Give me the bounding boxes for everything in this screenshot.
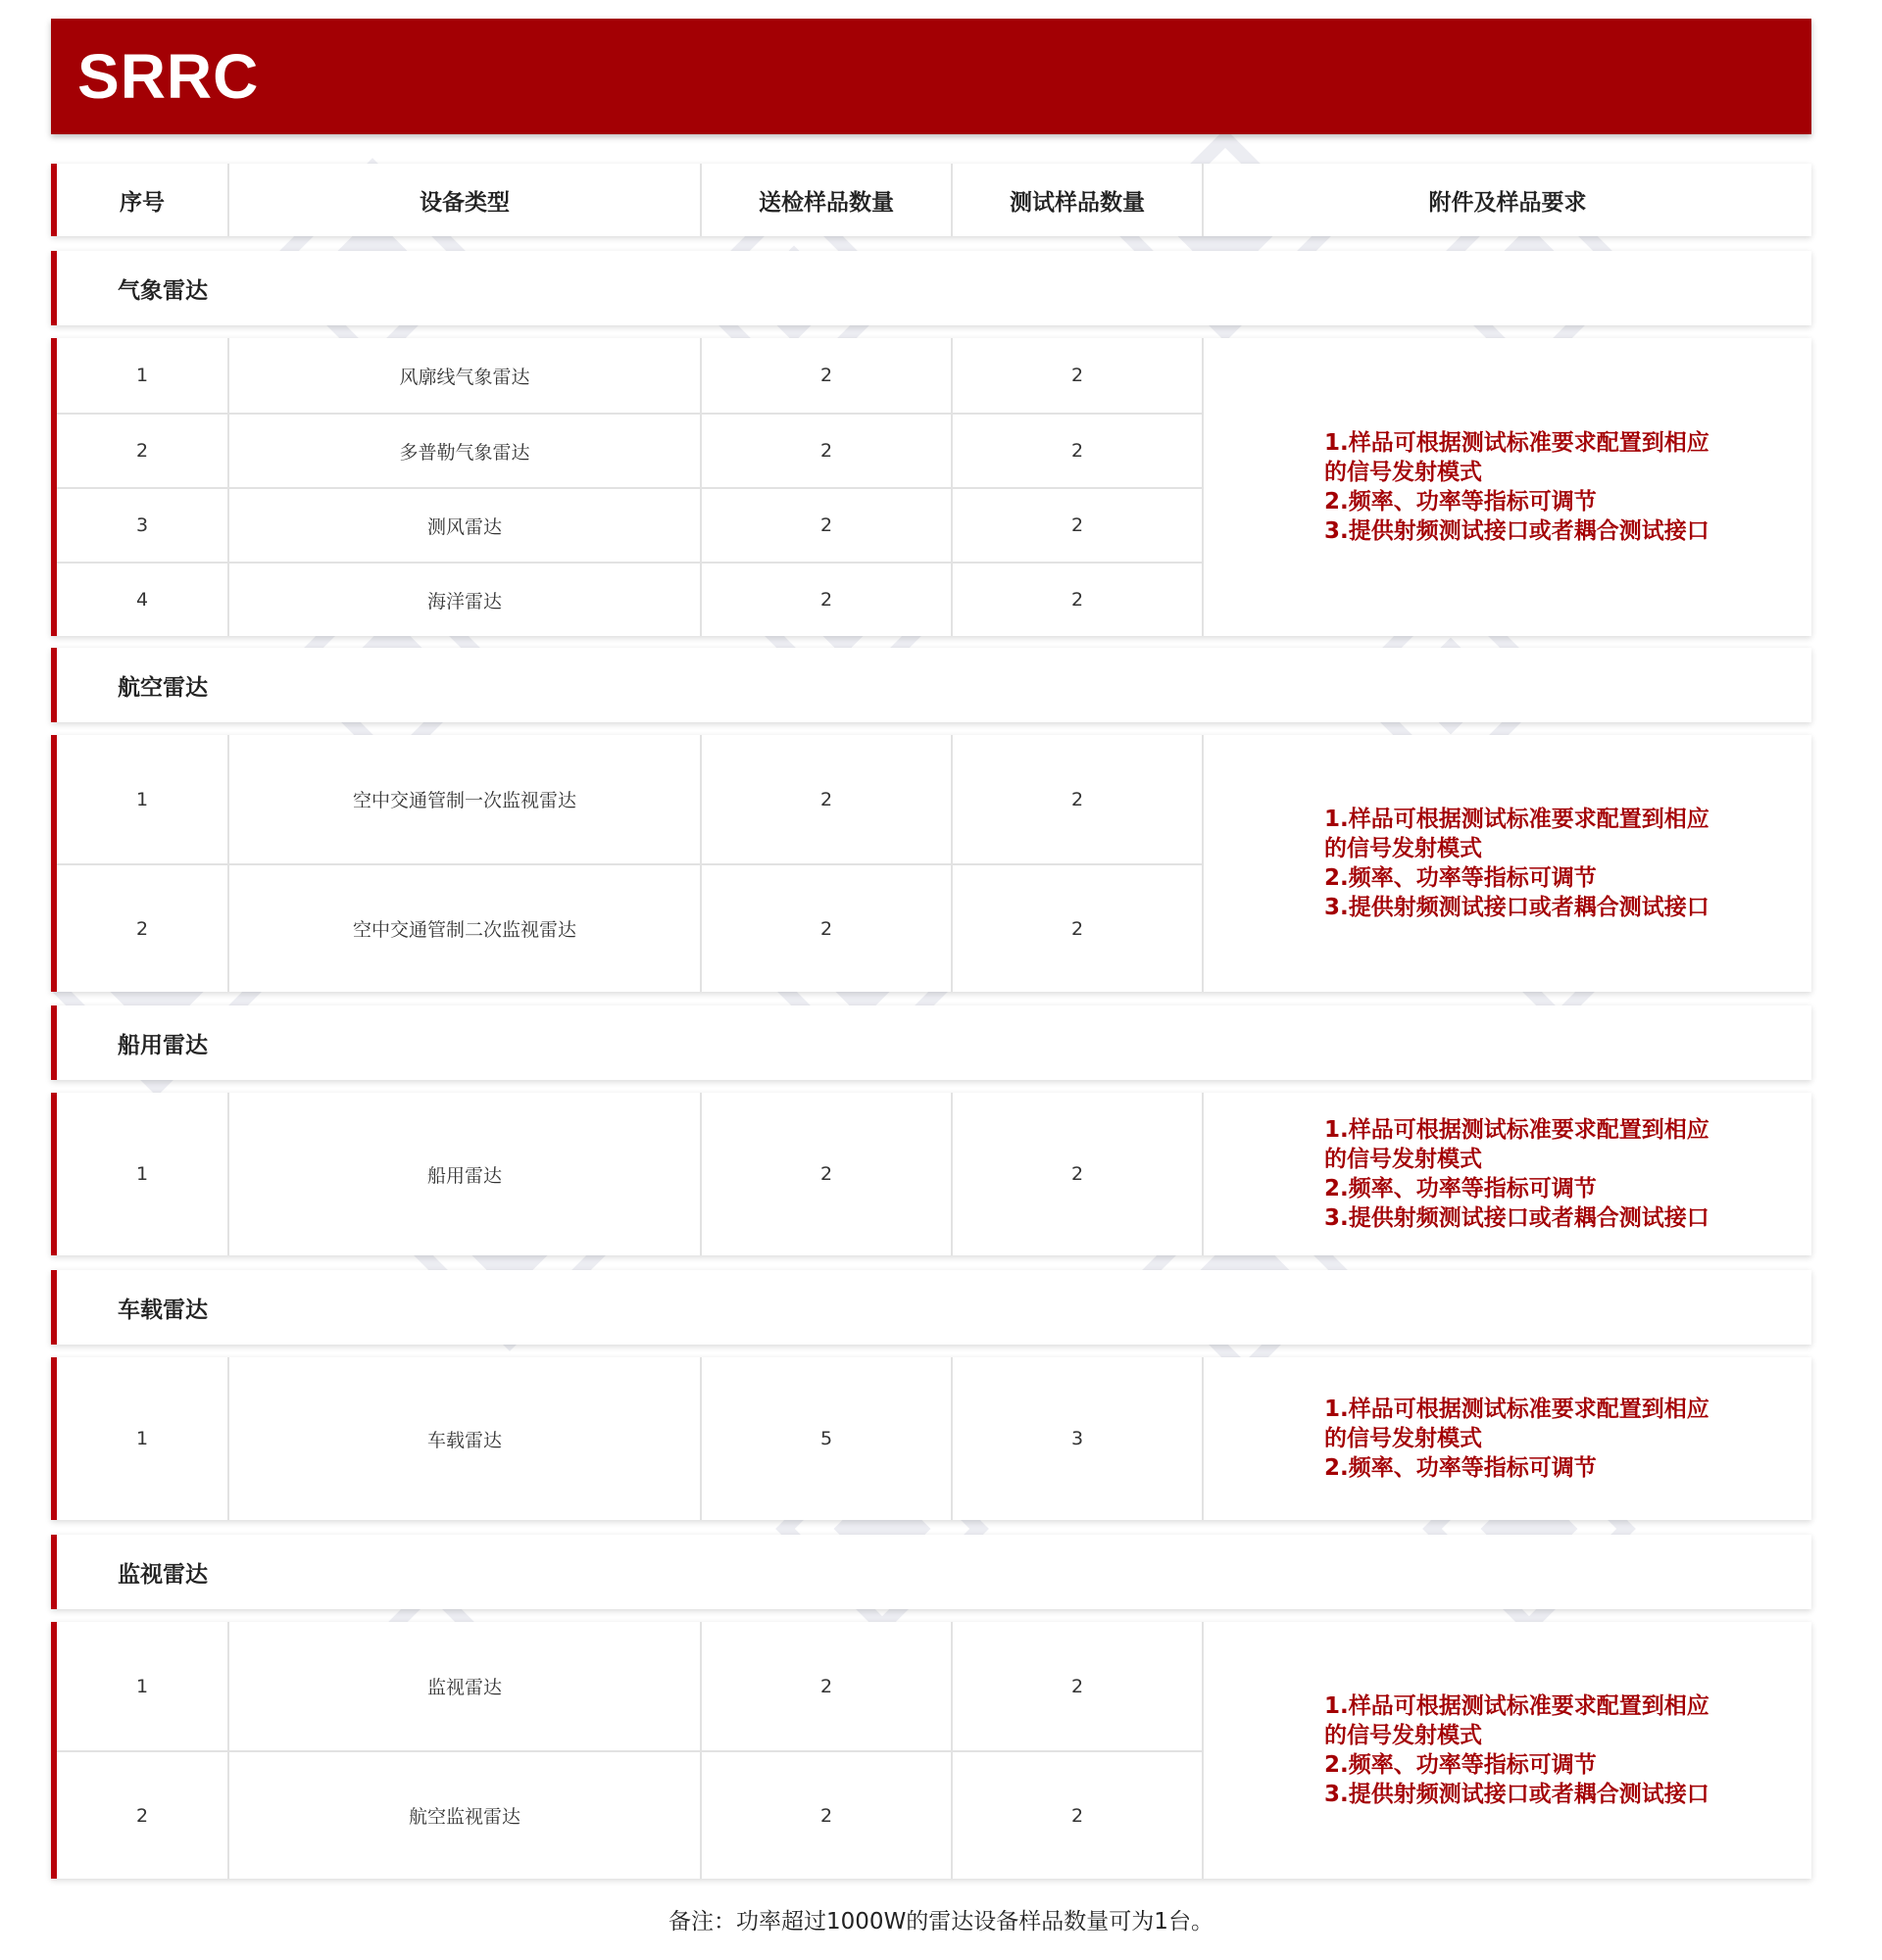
- section-header: [51, 648, 1811, 722]
- row-type: 空中交通管制二次监视雷达: [229, 863, 702, 992]
- row-submit-qty: 2: [702, 487, 953, 562]
- row-submit-qty: 2: [702, 413, 953, 487]
- section-table: [51, 1357, 1811, 1520]
- section-title: 航空雷达: [118, 674, 208, 701]
- row-submit-qty: 2: [702, 338, 953, 413]
- section-title: 气象雷达: [118, 277, 208, 304]
- footnote: 备注：功率超过1000W的雷达设备样品数量可为1台。: [669, 1909, 1213, 1935]
- row-type: 车载雷达: [229, 1357, 702, 1520]
- row-type: 船用雷达: [229, 1093, 702, 1255]
- row-type: 海洋雷达: [229, 562, 702, 636]
- row-test-qty: 2: [953, 1750, 1204, 1879]
- row-no: 3: [57, 487, 229, 562]
- row-no: 1: [57, 1093, 229, 1255]
- requirement-line: 3.提供射频测试接口或者耦合测试接口: [1324, 1205, 1709, 1231]
- section-table: [51, 1093, 1811, 1255]
- requirement-line: 2.频率、功率等指标可调节: [1324, 1752, 1597, 1778]
- row-test-qty: 2: [953, 487, 1204, 562]
- row-no: 1: [57, 338, 229, 413]
- row-test-qty: 2: [953, 735, 1204, 863]
- row-type: 监视雷达: [229, 1622, 702, 1750]
- row-test-qty: 2: [953, 338, 1204, 413]
- row-type: 空中交通管制一次监视雷达: [229, 735, 702, 863]
- requirement-line: 2.频率、功率等指标可调节: [1324, 865, 1597, 891]
- column-header-test-qty: 测试样品数量: [953, 164, 1204, 236]
- column-header-no: 序号: [57, 164, 229, 236]
- requirement-line: 3.提供射频测试接口或者耦合测试接口: [1324, 1782, 1709, 1807]
- row-test-qty: 2: [953, 413, 1204, 487]
- requirements-cell: [1249, 735, 1811, 992]
- row-no: 2: [57, 413, 229, 487]
- column-header-submit-qty: 送检样品数量: [702, 164, 953, 236]
- column-header-requirements: 附件及样品要求: [1428, 189, 1587, 216]
- row-no: 4: [57, 562, 229, 636]
- requirements-cell: [1249, 1622, 1811, 1879]
- requirement-line: 2.频率、功率等指标可调节: [1324, 489, 1597, 514]
- row-test-qty: 2: [953, 562, 1204, 636]
- row-test-qty: 3: [953, 1357, 1204, 1520]
- section-header: [51, 1270, 1811, 1345]
- section-header: [51, 1005, 1811, 1080]
- requirement-line: 1.样品可根据测试标准要求配置到相应: [1324, 1117, 1709, 1143]
- requirements-cell: [1249, 1357, 1811, 1520]
- section-title: 监视雷达: [118, 1561, 208, 1588]
- row-no: 1: [57, 1622, 229, 1750]
- section-title: 船用雷达: [118, 1032, 208, 1058]
- section-header: [51, 1535, 1811, 1609]
- requirement-line: 的信号发射模式: [1324, 460, 1482, 485]
- row-type: 航空监视雷达: [229, 1750, 702, 1879]
- requirements-cell: [1249, 338, 1811, 636]
- row-submit-qty: 2: [702, 735, 953, 863]
- requirement-line: 1.样品可根据测试标准要求配置到相应: [1324, 430, 1709, 456]
- requirement-line: 的信号发射模式: [1324, 1426, 1482, 1451]
- section-table: [51, 1622, 1811, 1879]
- page-title: SRRC: [77, 41, 260, 112]
- row-type: 风廓线气象雷达: [229, 338, 702, 413]
- section-header: [51, 251, 1811, 325]
- requirement-line: 3.提供射频测试接口或者耦合测试接口: [1324, 895, 1709, 920]
- requirement-line: 2.频率、功率等指标可调节: [1324, 1455, 1597, 1481]
- requirement-line: 的信号发射模式: [1324, 836, 1482, 861]
- row-submit-qty: 2: [702, 562, 953, 636]
- requirement-line: 1.样品可根据测试标准要求配置到相应: [1324, 1396, 1709, 1422]
- row-submit-qty: 2: [702, 1093, 953, 1255]
- row-type: 多普勒气象雷达: [229, 413, 702, 487]
- requirement-line: 1.样品可根据测试标准要求配置到相应: [1324, 1693, 1709, 1719]
- row-submit-qty: 2: [702, 1750, 953, 1879]
- requirement-line: 1.样品可根据测试标准要求配置到相应: [1324, 807, 1709, 832]
- column-header-type: 设备类型: [229, 164, 702, 236]
- row-no: 1: [57, 735, 229, 863]
- requirement-line: 的信号发射模式: [1324, 1147, 1482, 1172]
- row-test-qty: 2: [953, 863, 1204, 992]
- requirement-line: 3.提供射频测试接口或者耦合测试接口: [1324, 518, 1709, 544]
- row-submit-qty: 5: [702, 1357, 953, 1520]
- requirement-line: 的信号发射模式: [1324, 1723, 1482, 1748]
- row-submit-qty: 2: [702, 863, 953, 992]
- table-header: [51, 164, 1811, 236]
- row-type: 测风雷达: [229, 487, 702, 562]
- section-table: [51, 338, 1811, 636]
- requirements-cell: [1249, 1093, 1811, 1255]
- page-header: [51, 19, 1811, 134]
- row-test-qty: 2: [953, 1622, 1204, 1750]
- section-table: [51, 735, 1811, 992]
- row-submit-qty: 2: [702, 1622, 953, 1750]
- requirement-line: 2.频率、功率等指标可调节: [1324, 1176, 1597, 1201]
- row-test-qty: 2: [953, 1093, 1204, 1255]
- row-no: 2: [57, 863, 229, 992]
- row-no: 2: [57, 1750, 229, 1879]
- row-no: 1: [57, 1357, 229, 1520]
- section-title: 车载雷达: [118, 1297, 208, 1323]
